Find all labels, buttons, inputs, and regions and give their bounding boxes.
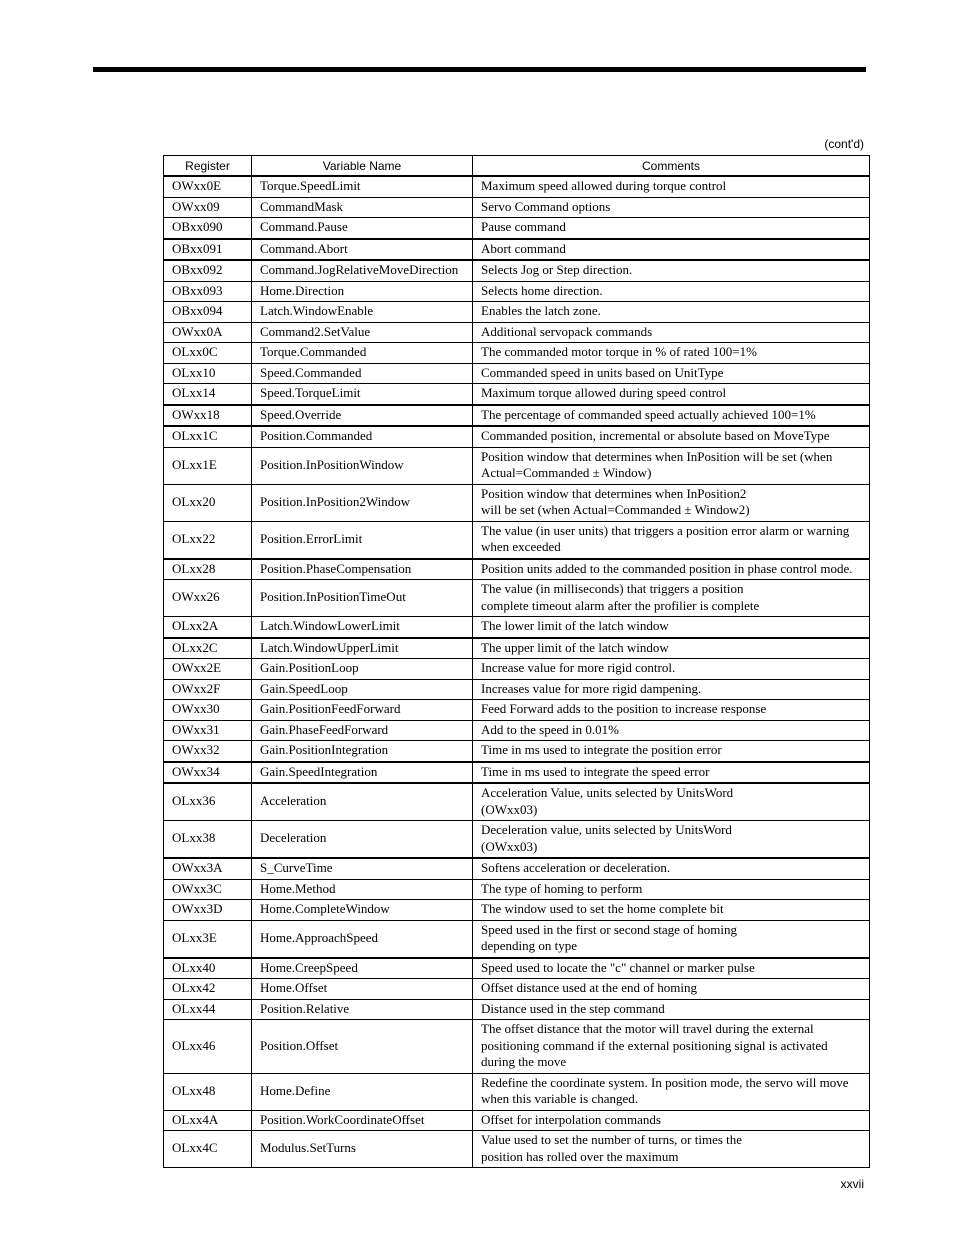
- cell-comment: The type of homing to perform: [473, 879, 870, 900]
- cell-variable-name: Modulus.SetTurns: [252, 1131, 473, 1168]
- cell-comment: Softens acceleration or deceleration.: [473, 858, 870, 879]
- cell-variable-name: Gain.SpeedLoop: [252, 679, 473, 700]
- table-row: [164, 858, 870, 879]
- cell-register: OBxx092: [164, 260, 252, 281]
- table-row: [164, 821, 870, 859]
- cell-register: OWxx2E: [164, 659, 252, 680]
- table-row: [164, 343, 870, 364]
- cell-variable-name: S_CurveTime: [252, 858, 473, 879]
- table-row: [164, 1110, 870, 1131]
- table-row: [164, 999, 870, 1020]
- cell-variable-name: Gain.SpeedIntegration: [252, 762, 473, 784]
- cell-comment: Deceleration value, units selected by UnitsWord (OWxx03): [473, 821, 870, 859]
- cell-register: OLxx28: [164, 559, 252, 580]
- table-row: [164, 617, 870, 638]
- table-row: [164, 762, 870, 784]
- cell-variable-name: Deceleration: [252, 821, 473, 859]
- cell-variable-name: Home.Define: [252, 1073, 473, 1110]
- cell-variable-name: Home.CreepSpeed: [252, 958, 473, 979]
- cell-variable-name: Position.InPosition2Window: [252, 484, 473, 521]
- table-row: [164, 1073, 870, 1110]
- cell-register: OLxx0C: [164, 343, 252, 364]
- cell-variable-name: Home.CompleteWindow: [252, 900, 473, 921]
- cell-comment: Offset distance used at the end of homing: [473, 979, 870, 1000]
- cell-comment: Redefine the coordinate system. In position mode, the servo will move when this variable is changed.: [473, 1073, 870, 1110]
- table-row: [164, 720, 870, 741]
- cell-variable-name: Position.PhaseCompensation: [252, 559, 473, 580]
- table-row: [164, 741, 870, 762]
- cell-comment: Commanded speed in units based on UnitType: [473, 363, 870, 384]
- cell-comment: Increase value for more rigid control.: [473, 659, 870, 680]
- table-row: [164, 197, 870, 218]
- cell-variable-name: Gain.PositionFeedForward: [252, 700, 473, 721]
- cell-comment: Additional servopack commands: [473, 322, 870, 343]
- cell-variable-name: Acceleration: [252, 783, 473, 821]
- table-row: [164, 559, 870, 580]
- cell-variable-name: Command.Pause: [252, 218, 473, 239]
- cell-comment: The window used to set the home complete bit: [473, 900, 870, 921]
- table-row: [164, 783, 870, 821]
- cell-variable-name: Torque.Commanded: [252, 343, 473, 364]
- header-rule: [93, 67, 866, 72]
- cell-variable-name: Latch.WindowLowerLimit: [252, 617, 473, 638]
- table-row: [164, 405, 870, 427]
- cell-comment: Position units added to the commanded position in phase control mode.: [473, 559, 870, 580]
- cell-register: OLxx40: [164, 958, 252, 979]
- cell-variable-name: Speed.Commanded: [252, 363, 473, 384]
- cell-register: OBxx093: [164, 281, 252, 302]
- table-row: [164, 900, 870, 921]
- cell-register: OBxx091: [164, 239, 252, 261]
- cell-register: OWxx34: [164, 762, 252, 784]
- cell-register: OWxx31: [164, 720, 252, 741]
- table-row: [164, 1131, 870, 1168]
- cell-register: OWxx0A: [164, 322, 252, 343]
- cell-register: OLxx36: [164, 783, 252, 821]
- cell-register: OLxx44: [164, 999, 252, 1020]
- cell-variable-name: Home.ApproachSpeed: [252, 920, 473, 958]
- table-row: [164, 484, 870, 521]
- table-row: [164, 879, 870, 900]
- cell-register: OLxx46: [164, 1020, 252, 1074]
- cell-register: OLxx1E: [164, 447, 252, 484]
- cell-register: OBxx090: [164, 218, 252, 239]
- table-row: [164, 322, 870, 343]
- table-header-row: [164, 156, 870, 177]
- table-row: [164, 920, 870, 958]
- cell-comment: Add to the speed in 0.01%: [473, 720, 870, 741]
- cell-comment: The upper limit of the latch window: [473, 638, 870, 659]
- cell-comment: Acceleration Value, units selected by UnitsWord (OWxx03): [473, 783, 870, 821]
- cell-comment: The offset distance that the motor will travel during the external positioning command if the external positioning signal is activated during the move: [473, 1020, 870, 1074]
- cell-comment: Maximum torque allowed during speed control: [473, 384, 870, 405]
- cell-comment: The commanded motor torque in % of rated 100=1%: [473, 343, 870, 364]
- cell-register: OLxx22: [164, 521, 252, 559]
- cell-register: OLxx3E: [164, 920, 252, 958]
- table-row: [164, 363, 870, 384]
- cell-comment: The percentage of commanded speed actually achieved 100=1%: [473, 405, 870, 427]
- cell-register: OLxx2A: [164, 617, 252, 638]
- cell-variable-name: Position.InPositionTimeOut: [252, 580, 473, 617]
- cell-comment: Maximum speed allowed during torque control: [473, 176, 870, 197]
- cell-comment: Speed used in the first or second stage of homing depending on type: [473, 920, 870, 958]
- cell-register: OWxx3A: [164, 858, 252, 879]
- cell-register: OWxx26: [164, 580, 252, 617]
- cell-comment: Abort command: [473, 239, 870, 261]
- table-row: [164, 638, 870, 659]
- cell-comment: Value used to set the number of turns, or times the position has rolled over the maximum: [473, 1131, 870, 1168]
- cell-variable-name: Position.Offset: [252, 1020, 473, 1074]
- table-row: [164, 1020, 870, 1074]
- cell-comment: Selects home direction.: [473, 281, 870, 302]
- cell-register: OLxx42: [164, 979, 252, 1000]
- table-row: [164, 302, 870, 323]
- cell-register: OBxx094: [164, 302, 252, 323]
- cell-comment: The value (in milliseconds) that triggers a position complete timeout alarm after the profilier is complete: [473, 580, 870, 617]
- cell-variable-name: Command.Abort: [252, 239, 473, 261]
- cell-variable-name: CommandMask: [252, 197, 473, 218]
- cell-register: OWxx3C: [164, 879, 252, 900]
- cell-register: OLxx48: [164, 1073, 252, 1110]
- cell-register: OLxx14: [164, 384, 252, 405]
- cell-register: OLxx38: [164, 821, 252, 859]
- cell-comment: Time in ms used to integrate the speed error: [473, 762, 870, 784]
- cell-register: OWxx09: [164, 197, 252, 218]
- cell-variable-name: Speed.Override: [252, 405, 473, 427]
- table-row: [164, 281, 870, 302]
- cell-comment: Servo Command options: [473, 197, 870, 218]
- register-table: [163, 155, 870, 1168]
- cell-variable-name: Speed.TorqueLimit: [252, 384, 473, 405]
- cell-variable-name: Gain.PositionIntegration: [252, 741, 473, 762]
- cell-variable-name: Position.WorkCoordinateOffset: [252, 1110, 473, 1131]
- cell-variable-name: Home.Offset: [252, 979, 473, 1000]
- cell-variable-name: Command.JogRelativeMoveDirection: [252, 260, 473, 281]
- cell-variable-name: Latch.WindowEnable: [252, 302, 473, 323]
- cell-register: OLxx10: [164, 363, 252, 384]
- cell-register: OWxx30: [164, 700, 252, 721]
- cell-comment: Speed used to locate the "c" channel or marker pulse: [473, 958, 870, 979]
- cell-register: OWxx0E: [164, 176, 252, 197]
- cell-register: OWxx3D: [164, 900, 252, 921]
- table-row: [164, 218, 870, 239]
- table-row: [164, 679, 870, 700]
- table-row: [164, 426, 870, 447]
- cell-comment: Increases value for more rigid dampening.: [473, 679, 870, 700]
- continued-label: (cont'd): [824, 137, 864, 151]
- cell-comment: Distance used in the step command: [473, 999, 870, 1020]
- cell-variable-name: Latch.WindowUpperLimit: [252, 638, 473, 659]
- cell-comment: Selects Jog or Step direction.: [473, 260, 870, 281]
- cell-register: OLxx4C: [164, 1131, 252, 1168]
- cell-register: OWxx18: [164, 405, 252, 427]
- page-number: xxvii: [840, 1177, 864, 1191]
- table-row: [164, 700, 870, 721]
- cell-variable-name: Home.Direction: [252, 281, 473, 302]
- table-row: [164, 176, 870, 197]
- cell-comment: Position window that determines when InPosition will be set (when Actual=Commanded ± Window): [473, 447, 870, 484]
- cell-register: OLxx1C: [164, 426, 252, 447]
- cell-comment: Feed Forward adds to the position to increase response: [473, 700, 870, 721]
- table-row: [164, 239, 870, 261]
- table-row: [164, 447, 870, 484]
- cell-variable-name: Torque.SpeedLimit: [252, 176, 473, 197]
- cell-register: OLxx20: [164, 484, 252, 521]
- cell-variable-name: Gain.PhaseFeedForward: [252, 720, 473, 741]
- cell-register: OLxx2C: [164, 638, 252, 659]
- header-comments: Comments: [473, 156, 870, 177]
- cell-variable-name: Home.Method: [252, 879, 473, 900]
- cell-comment: Position window that determines when InPosition2 will be set (when Actual=Commanded ± Window2): [473, 484, 870, 521]
- cell-register: OWxx2F: [164, 679, 252, 700]
- cell-variable-name: Position.Commanded: [252, 426, 473, 447]
- table-row: [164, 659, 870, 680]
- cell-comment: Time in ms used to integrate the position error: [473, 741, 870, 762]
- cell-register: OLxx4A: [164, 1110, 252, 1131]
- cell-variable-name: Gain.PositionLoop: [252, 659, 473, 680]
- cell-variable-name: Position.InPositionWindow: [252, 447, 473, 484]
- cell-comment: The value (in user units) that triggers a position error alarm or warning when exceeded: [473, 521, 870, 559]
- table-row: [164, 521, 870, 559]
- cell-comment: Offset for interpolation commands: [473, 1110, 870, 1131]
- cell-comment: Enables the latch zone.: [473, 302, 870, 323]
- table-row: [164, 260, 870, 281]
- cell-comment: Commanded position, incremental or absolute based on MoveType: [473, 426, 870, 447]
- cell-comment: Pause command: [473, 218, 870, 239]
- table-row: [164, 979, 870, 1000]
- header-register: Register: [164, 156, 252, 177]
- table-row: [164, 384, 870, 405]
- cell-comment: The lower limit of the latch window: [473, 617, 870, 638]
- cell-variable-name: Position.Relative: [252, 999, 473, 1020]
- table-row: [164, 958, 870, 979]
- table-row: [164, 580, 870, 617]
- cell-variable-name: Command2.SetValue: [252, 322, 473, 343]
- cell-register: OWxx32: [164, 741, 252, 762]
- cell-variable-name: Position.ErrorLimit: [252, 521, 473, 559]
- header-variable-name: Variable Name: [252, 156, 473, 177]
